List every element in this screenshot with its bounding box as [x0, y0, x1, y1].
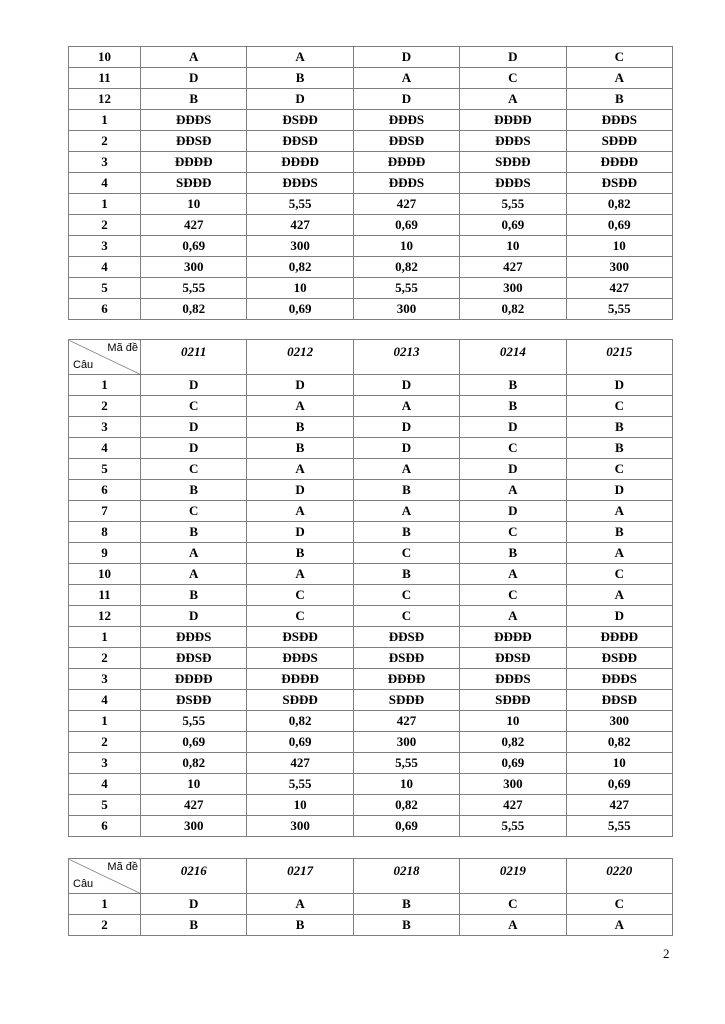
answer-cell: B	[141, 585, 247, 606]
question-number: 5	[69, 795, 141, 816]
answer-cell: A	[247, 564, 353, 585]
question-number: 1	[69, 627, 141, 648]
answer-cell: 5,55	[141, 711, 247, 732]
answer-cell: B	[353, 480, 459, 501]
answer-cell: 5,55	[247, 774, 353, 795]
answer-cell: 427	[247, 215, 353, 236]
table-row	[69, 795, 673, 816]
question-number: 4	[69, 690, 141, 711]
table-row	[69, 564, 673, 585]
question-number: 2	[69, 732, 141, 753]
answer-cell: SĐĐĐ	[353, 690, 459, 711]
table-row	[69, 711, 673, 732]
answer-table-3	[68, 858, 673, 936]
answer-cell: D	[353, 438, 459, 459]
answer-cell: B	[566, 438, 672, 459]
question-number: 2	[69, 215, 141, 236]
answer-cell: ĐĐSĐ	[141, 648, 247, 669]
answer-cell: 300	[566, 711, 672, 732]
question-number: 9	[69, 543, 141, 564]
header-row	[69, 340, 673, 375]
answer-cell: ĐĐĐĐ	[460, 110, 566, 131]
answer-cell: ĐĐSĐ	[353, 131, 459, 152]
answer-cell: ĐSĐĐ	[247, 110, 353, 131]
answer-cell: C	[353, 585, 459, 606]
answer-cell: C	[247, 585, 353, 606]
answer-cell: 427	[247, 753, 353, 774]
answer-cell: 0,69	[460, 753, 566, 774]
table-row	[69, 257, 673, 278]
answer-cell: 0,69	[141, 236, 247, 257]
table-row	[69, 278, 673, 299]
answer-cell: ĐĐĐĐ	[141, 669, 247, 690]
answer-cell: ĐĐĐS	[353, 173, 459, 194]
question-number: 1	[69, 375, 141, 396]
table-row	[69, 816, 673, 837]
exam-code: 0212	[247, 340, 353, 375]
question-number: 5	[69, 278, 141, 299]
answer-cell: B	[353, 522, 459, 543]
answer-cell: ĐĐSĐ	[141, 131, 247, 152]
table-row	[69, 501, 673, 522]
answer-table-1-body	[69, 47, 673, 320]
answer-cell: A	[566, 68, 672, 89]
question-number: 6	[69, 816, 141, 837]
question-number: 11	[69, 68, 141, 89]
cau-label: Câu	[73, 878, 94, 890]
answer-cell: ĐSĐĐ	[566, 173, 672, 194]
answer-cell: 0,82	[141, 753, 247, 774]
answer-cell: A	[566, 915, 672, 936]
answer-cell: 10	[460, 236, 566, 257]
answer-cell: C	[460, 68, 566, 89]
corner-cell	[69, 340, 141, 375]
answer-cell: 0,69	[353, 215, 459, 236]
table-row	[69, 173, 673, 194]
question-number: 4	[69, 257, 141, 278]
answer-cell: ĐĐĐS	[460, 669, 566, 690]
answer-cell: A	[353, 501, 459, 522]
answer-cell: C	[460, 438, 566, 459]
answer-cell: D	[353, 47, 459, 68]
answer-cell: D	[353, 375, 459, 396]
answer-cell: ĐSĐĐ	[247, 627, 353, 648]
header-row	[69, 859, 673, 894]
answer-cell: D	[141, 438, 247, 459]
table-row	[69, 68, 673, 89]
answer-cell: B	[141, 480, 247, 501]
answer-cell: A	[460, 480, 566, 501]
answer-cell: 5,55	[566, 299, 672, 320]
answer-cell: 0,69	[353, 816, 459, 837]
answer-cell: 10	[353, 774, 459, 795]
answer-cell: D	[353, 89, 459, 110]
ma-de-label: Mã đề	[107, 342, 138, 354]
table-row	[69, 543, 673, 564]
exam-code: 0218	[353, 859, 459, 894]
answer-cell: 5,55	[247, 194, 353, 215]
answer-cell: D	[460, 47, 566, 68]
question-number: 3	[69, 417, 141, 438]
answer-cell: D	[141, 894, 247, 915]
exam-code: 0217	[247, 859, 353, 894]
answer-cell: 5,55	[460, 816, 566, 837]
question-number: 10	[69, 47, 141, 68]
answer-cell: D	[566, 606, 672, 627]
answer-cell: B	[566, 417, 672, 438]
answer-cell: 0,82	[247, 711, 353, 732]
answer-cell: A	[141, 47, 247, 68]
answer-cell: B	[460, 396, 566, 417]
answer-cell: 10	[247, 795, 353, 816]
answer-cell: 427	[566, 278, 672, 299]
answer-cell: ĐĐĐS	[141, 627, 247, 648]
answer-cell: A	[353, 68, 459, 89]
answer-cell: 10	[460, 711, 566, 732]
answer-cell: SĐĐĐ	[566, 131, 672, 152]
table-row	[69, 606, 673, 627]
answer-cell: 10	[247, 278, 353, 299]
exam-code: 0215	[566, 340, 672, 375]
answer-cell: A	[460, 564, 566, 585]
question-number: 12	[69, 606, 141, 627]
answer-cell: ĐĐĐĐ	[566, 152, 672, 173]
answer-cell: 0,82	[566, 732, 672, 753]
answer-cell: C	[566, 564, 672, 585]
answer-cell: SĐĐĐ	[247, 690, 353, 711]
answer-cell: D	[566, 375, 672, 396]
answer-cell: ĐSĐĐ	[141, 690, 247, 711]
answer-cell: 5,55	[353, 753, 459, 774]
answer-cell: ĐĐĐS	[460, 131, 566, 152]
question-number: 11	[69, 585, 141, 606]
answer-cell: SĐĐĐ	[460, 152, 566, 173]
answer-cell: 300	[353, 732, 459, 753]
question-number: 4	[69, 774, 141, 795]
answer-cell: C	[141, 501, 247, 522]
answer-cell: ĐĐĐS	[566, 110, 672, 131]
answer-cell: D	[460, 417, 566, 438]
answer-cell: A	[566, 501, 672, 522]
answer-cell: 427	[141, 215, 247, 236]
cau-label: Câu	[73, 359, 94, 371]
table-row	[69, 732, 673, 753]
answer-cell: ĐĐSĐ	[353, 627, 459, 648]
answer-cell: B	[141, 915, 247, 936]
answer-cell: 10	[566, 753, 672, 774]
answer-cell: 5,55	[566, 816, 672, 837]
question-number: 1	[69, 194, 141, 215]
answer-cell: B	[460, 543, 566, 564]
answer-cell: A	[566, 585, 672, 606]
answer-cell: C	[460, 894, 566, 915]
answer-cell: 5,55	[353, 278, 459, 299]
table-row	[69, 131, 673, 152]
question-number: 1	[69, 711, 141, 732]
question-number: 4	[69, 438, 141, 459]
table-row	[69, 480, 673, 501]
answer-table-2	[68, 339, 673, 837]
answer-cell: 427	[460, 257, 566, 278]
question-number: 7	[69, 501, 141, 522]
answer-cell: 10	[566, 236, 672, 257]
table-row	[69, 459, 673, 480]
table-row	[69, 438, 673, 459]
answer-cell: ĐSĐĐ	[566, 648, 672, 669]
table-row	[69, 690, 673, 711]
answer-cell: D	[141, 606, 247, 627]
answer-cell: A	[353, 396, 459, 417]
answer-cell: 0,69	[247, 299, 353, 320]
table-row	[69, 236, 673, 257]
answer-cell: ĐĐĐS	[247, 173, 353, 194]
answer-table-1	[68, 46, 673, 320]
answer-cell: 300	[460, 278, 566, 299]
answer-cell: ĐĐĐS	[353, 110, 459, 131]
question-number: 3	[69, 152, 141, 173]
answer-cell: 10	[353, 236, 459, 257]
answer-cell: D	[460, 459, 566, 480]
answer-cell: 300	[247, 816, 353, 837]
question-number: 4	[69, 173, 141, 194]
table-row	[69, 47, 673, 68]
answer-cell: ĐĐĐS	[566, 669, 672, 690]
table-row	[69, 215, 673, 236]
answer-table-3-body	[69, 894, 673, 936]
answer-cell: B	[353, 894, 459, 915]
answer-cell: ĐĐSĐ	[247, 131, 353, 152]
answer-cell: B	[247, 543, 353, 564]
table-row	[69, 417, 673, 438]
answer-cell: 0,69	[566, 215, 672, 236]
answer-cell: 427	[353, 711, 459, 732]
answer-cell: 5,55	[460, 194, 566, 215]
answer-cell: D	[460, 501, 566, 522]
answer-cell: C	[460, 522, 566, 543]
answer-cell: 0,82	[247, 257, 353, 278]
question-number: 3	[69, 669, 141, 690]
answer-cell: ĐĐĐĐ	[353, 669, 459, 690]
ma-de-label: Mã đề	[107, 861, 138, 873]
table-row	[69, 522, 673, 543]
answer-cell: D	[141, 68, 247, 89]
answer-cell: A	[141, 564, 247, 585]
answer-cell: A	[247, 396, 353, 417]
answer-cell: C	[566, 894, 672, 915]
table-row	[69, 299, 673, 320]
answer-cell: 0,82	[353, 257, 459, 278]
answer-cell: 427	[460, 795, 566, 816]
answer-cell: 0,69	[247, 732, 353, 753]
answer-cell: 427	[141, 795, 247, 816]
answer-cell: 0,69	[566, 774, 672, 795]
answer-cell: D	[247, 375, 353, 396]
answer-cell: D	[247, 89, 353, 110]
answer-cell: A	[247, 501, 353, 522]
answer-cell: ĐĐĐĐ	[247, 669, 353, 690]
question-number: 3	[69, 236, 141, 257]
table-row	[69, 774, 673, 795]
answer-cell: D	[566, 480, 672, 501]
answer-cell: D	[141, 417, 247, 438]
answer-cell: A	[247, 894, 353, 915]
answer-cell: B	[353, 915, 459, 936]
answer-cell: ĐĐĐS	[247, 648, 353, 669]
answer-cell: ĐSĐĐ	[353, 648, 459, 669]
table-row	[69, 669, 673, 690]
answer-cell: C	[460, 585, 566, 606]
question-number: 2	[69, 396, 141, 417]
answer-cell: ĐĐĐĐ	[460, 627, 566, 648]
answer-cell: ĐĐĐS	[460, 173, 566, 194]
exam-code: 0216	[141, 859, 247, 894]
answer-cell: 300	[566, 257, 672, 278]
exam-code: 0220	[566, 859, 672, 894]
answer-cell: B	[247, 68, 353, 89]
answer-cell: 300	[141, 257, 247, 278]
exam-code: 0214	[460, 340, 566, 375]
answer-cell: 0,82	[460, 732, 566, 753]
page-number: 2	[663, 946, 670, 961]
exam-code: 0213	[353, 340, 459, 375]
answer-cell: B	[141, 89, 247, 110]
question-number: 2	[69, 131, 141, 152]
answer-cell: A	[141, 543, 247, 564]
table-row	[69, 894, 673, 915]
answer-cell: C	[566, 47, 672, 68]
answer-cell: D	[353, 417, 459, 438]
answer-cell: C	[141, 396, 247, 417]
question-number: 6	[69, 480, 141, 501]
question-number: 1	[69, 894, 141, 915]
answer-cell: ĐĐSĐ	[566, 690, 672, 711]
answer-cell: B	[247, 438, 353, 459]
answer-cell: C	[141, 459, 247, 480]
answer-cell: B	[460, 375, 566, 396]
answer-cell: D	[247, 480, 353, 501]
answer-cell: D	[141, 375, 247, 396]
question-number: 6	[69, 299, 141, 320]
exam-code: 0211	[141, 340, 247, 375]
answer-cell: 0,82	[353, 795, 459, 816]
answer-cell: B	[566, 89, 672, 110]
answer-table-2-body	[69, 375, 673, 837]
exam-code: 0219	[460, 859, 566, 894]
answer-cell: 0,82	[566, 194, 672, 215]
answer-cell: 427	[353, 194, 459, 215]
table-row	[69, 648, 673, 669]
answer-cell: 0,82	[460, 299, 566, 320]
answer-cell: 300	[460, 774, 566, 795]
table-row	[69, 627, 673, 648]
answer-cell: 0,69	[460, 215, 566, 236]
answer-cell: 0,69	[141, 732, 247, 753]
question-number: 12	[69, 89, 141, 110]
question-number: 8	[69, 522, 141, 543]
table-row	[69, 585, 673, 606]
answer-cell: A	[566, 543, 672, 564]
question-number: 10	[69, 564, 141, 585]
answer-cell: A	[247, 459, 353, 480]
table-row	[69, 915, 673, 936]
answer-cell: C	[566, 396, 672, 417]
answer-cell: ĐĐĐĐ	[247, 152, 353, 173]
answer-cell: 10	[141, 774, 247, 795]
question-number: 5	[69, 459, 141, 480]
answer-cell: 427	[566, 795, 672, 816]
table-row	[69, 375, 673, 396]
table-row	[69, 89, 673, 110]
answer-cell: C	[353, 606, 459, 627]
answer-cell: A	[460, 89, 566, 110]
answer-cell: 10	[141, 194, 247, 215]
answer-cell: B	[247, 417, 353, 438]
answer-cell: B	[566, 522, 672, 543]
answer-cell: ĐĐSĐ	[460, 648, 566, 669]
answer-cell: C	[566, 459, 672, 480]
answer-cell: ĐĐĐĐ	[353, 152, 459, 173]
table-row	[69, 396, 673, 417]
answer-cell: A	[460, 915, 566, 936]
answer-cell: SĐĐĐ	[141, 173, 247, 194]
answer-cell: 300	[247, 236, 353, 257]
table-row	[69, 152, 673, 173]
answer-cell: ĐĐĐS	[141, 110, 247, 131]
answer-cell: 5,55	[141, 278, 247, 299]
answer-cell: A	[247, 47, 353, 68]
question-number: 1	[69, 110, 141, 131]
answer-cell: SĐĐĐ	[460, 690, 566, 711]
answer-cell: C	[353, 543, 459, 564]
answer-cell: B	[247, 915, 353, 936]
answer-cell: C	[247, 606, 353, 627]
answer-cell: 300	[353, 299, 459, 320]
answer-cell: D	[247, 522, 353, 543]
answer-cell: 300	[141, 816, 247, 837]
table-row	[69, 194, 673, 215]
answer-cell: ĐĐĐĐ	[566, 627, 672, 648]
question-number: 3	[69, 753, 141, 774]
question-number: 2	[69, 648, 141, 669]
question-number: 2	[69, 915, 141, 936]
answer-cell: A	[460, 606, 566, 627]
answer-cell: 0,82	[141, 299, 247, 320]
table-row	[69, 110, 673, 131]
corner-cell	[69, 859, 141, 894]
answer-cell: A	[353, 459, 459, 480]
answer-cell: B	[353, 564, 459, 585]
answer-cell: B	[141, 522, 247, 543]
table-row	[69, 753, 673, 774]
answer-cell: ĐĐĐĐ	[141, 152, 247, 173]
